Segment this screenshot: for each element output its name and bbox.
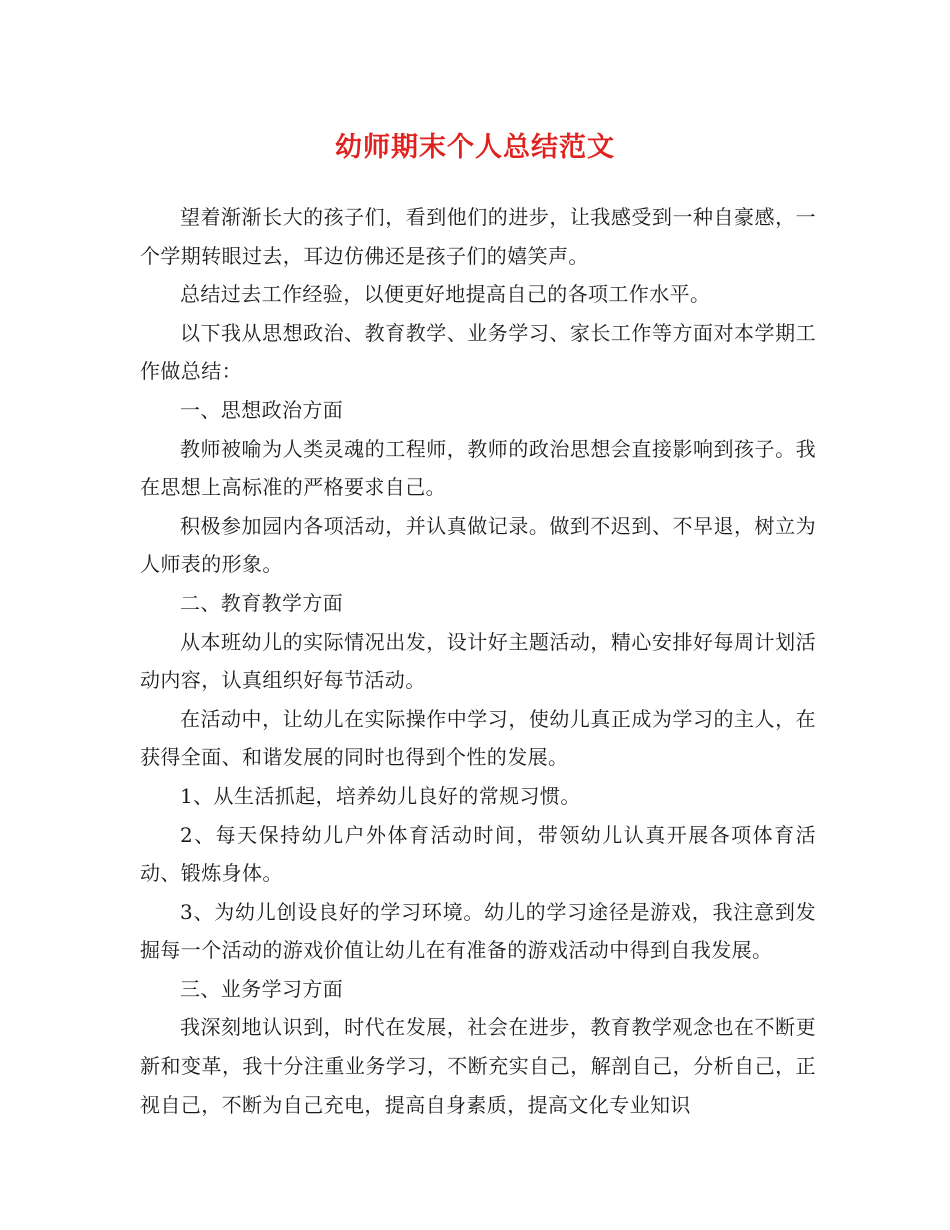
list-item-outdoor: 2、每天保持幼儿户外体育活动时间，带领幼儿认真开展各项体育活动、锻炼身体。 <box>140 822 816 886</box>
paragraph-ideology-2: 积极参加园内各项活动，并认真做记录。做到不迟到、不早退，树立为人师表的形象。 <box>140 513 816 577</box>
paragraph-intro: 望着渐渐长大的孩子们，看到他们的进步，让我感受到一种自豪感，一个学期转眼过去，耳边仿佛还是孩子们的嬉笑声。 <box>140 205 816 268</box>
section-heading-teaching: 二、教育教学方面 <box>180 590 344 615</box>
list-item-environment: 3、为幼儿创设良好的学习环境。幼儿的学习途径是游戏，我注意到发掘每一个活动的游戏价值让幼儿在有准备的游戏活动中得到自我发展。 <box>140 899 816 963</box>
section-heading-ideology: 一、思想政治方面 <box>180 397 344 422</box>
paragraph-study-1: 我深刻地认识到，时代在发展，社会在进步，教育教学观念也在不断更新和变革，我十分注重业务学习，不断充实自己，解剖自己，分析自己，正视自己，不断为自己充电，提高自身素质，提高文化专业知识 <box>140 1015 816 1117</box>
paragraph-outline: 以下我从思想政治、教育教学、业务学习、家长工作等方面对本学期工作做总结： <box>140 320 816 384</box>
list-item-habits: 1、从生活抓起，培养幼儿良好的常规习惯。 <box>180 783 581 808</box>
paragraph-ideology-1: 教师被喻为人类灵魂的工程师，教师的政治思想会直接影响到孩子。我在思想上高标准的严格要求自己。 <box>140 436 816 500</box>
paragraph-summary-purpose: 总结过去工作经验，以便更好地提高自己的各项工作水平。 <box>180 282 711 307</box>
document-title: 幼师期末个人总结范文 <box>335 132 615 163</box>
paragraph-teaching-2: 在活动中，让幼儿在实际操作中学习，使幼儿真正成为学习的主人，在获得全面、和谐发展的同时也得到个性的发展。 <box>140 706 816 770</box>
document-body <box>140 198 816 1124</box>
section-heading-study: 三、业务学习方面 <box>180 976 344 1001</box>
paragraph-teaching-1: 从本班幼儿的实际情况出发，设计好主题活动，精心安排好每周计划活动内容，认真组织好每节活动。 <box>140 629 816 693</box>
